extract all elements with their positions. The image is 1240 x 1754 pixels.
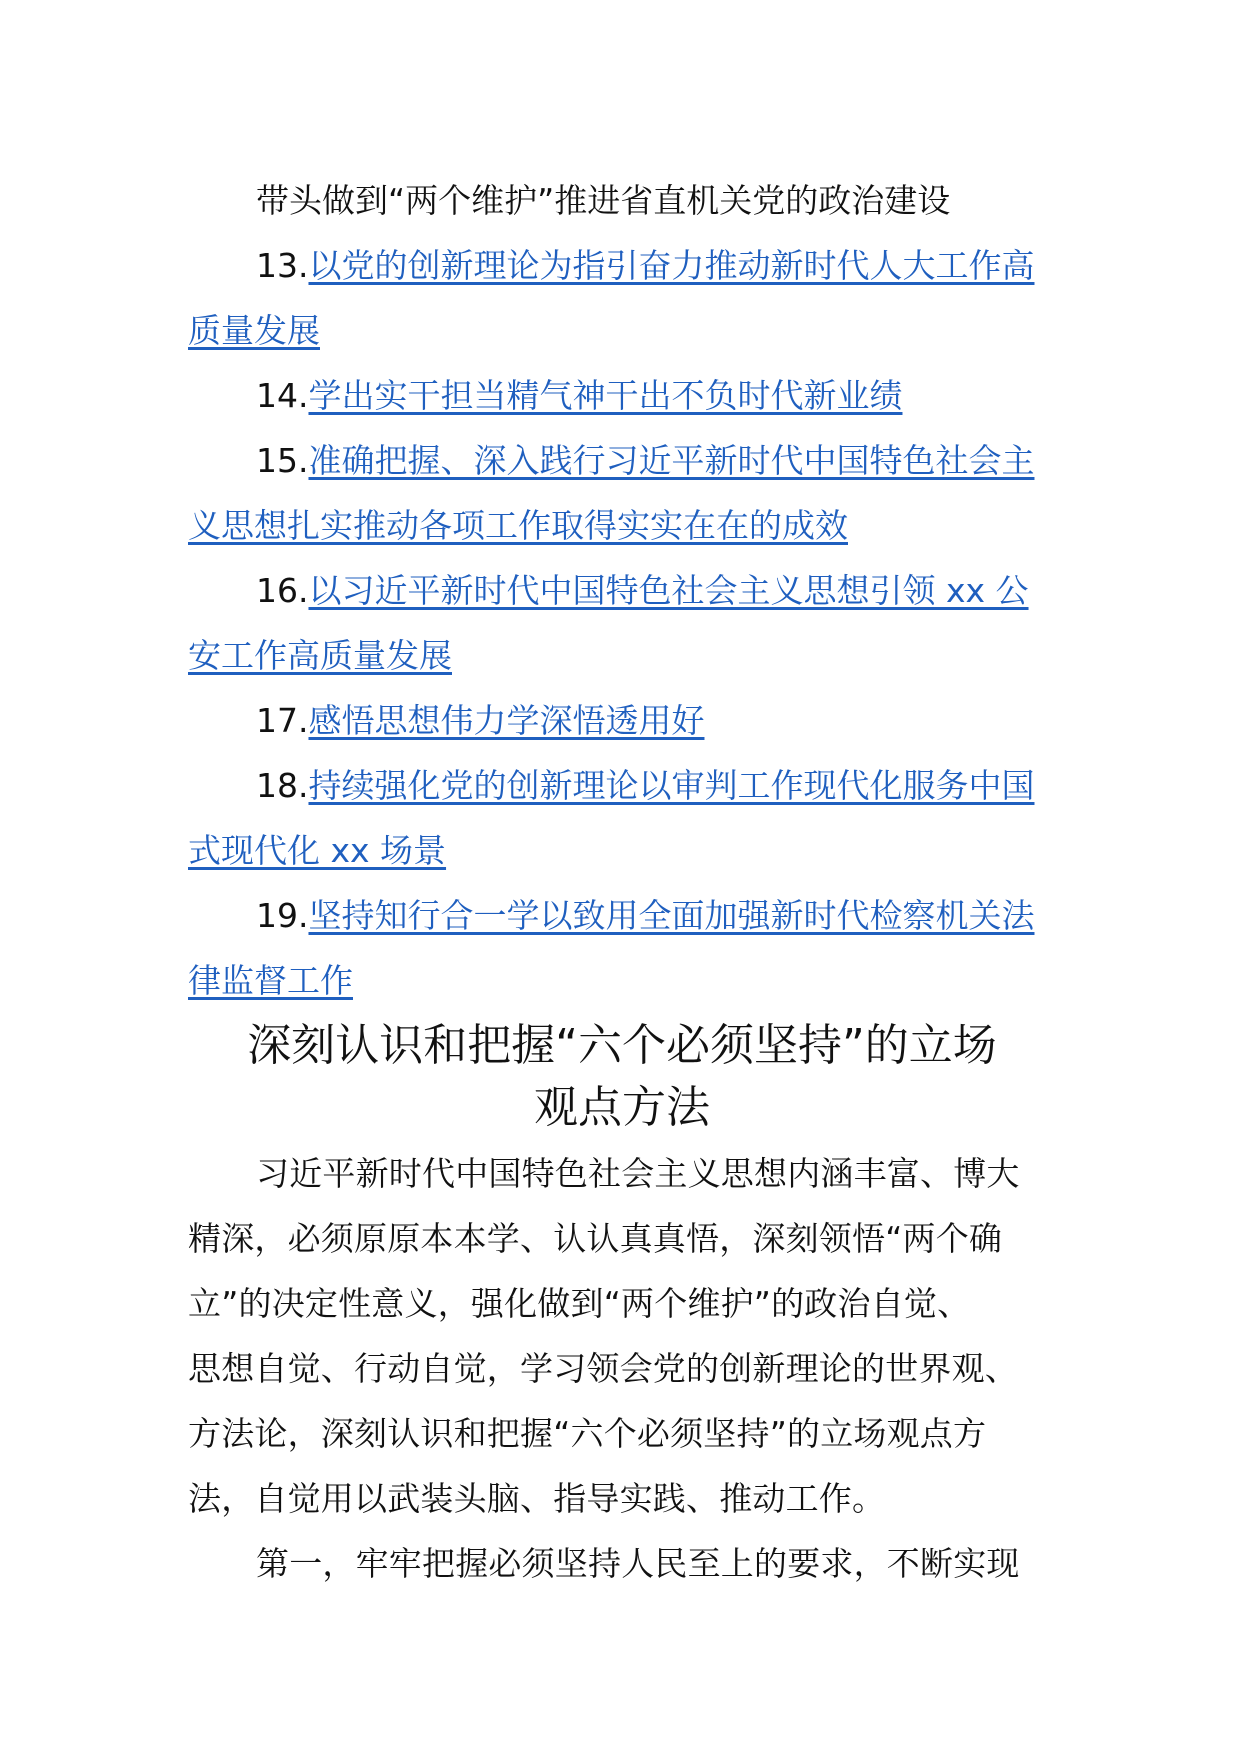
toc-item-number: 13. xyxy=(256,246,309,285)
paragraph-line: 习近平新时代中国特色社会主义思想内涵丰富、博大 xyxy=(256,1154,1020,1193)
paragraph-2 xyxy=(188,1531,1056,1596)
document-page xyxy=(188,168,1056,1596)
toc-link[interactable]: 感悟思想伟力学深悟透用好 xyxy=(308,701,705,740)
toc-link-continued[interactable]: 义思想扎实推动各项工作取得实实在在的成效 xyxy=(188,506,848,545)
toc-link[interactable]: 准确把握、深入践行习近平新时代中国特色社会主 xyxy=(308,441,1035,480)
toc-item-13[interactable] xyxy=(188,233,1056,363)
article-body xyxy=(188,1141,1056,1596)
toc-link-continued[interactable]: 质量发展 xyxy=(188,311,320,350)
toc-item-number: 19. xyxy=(256,896,309,935)
toc-item-number: 16. xyxy=(256,571,309,610)
toc-link-continued[interactable]: 式现代化 xx 场景 xyxy=(188,831,447,870)
toc-item-15[interactable] xyxy=(188,428,1056,558)
toc-item-17[interactable] xyxy=(188,688,1056,753)
toc-intro-line: 带头做到“两个维护”推进省直机关党的政治建设 xyxy=(256,181,951,220)
paragraph-line: 立”的决定性意义，强化做到“两个维护”的政治自觉、 xyxy=(188,1284,971,1323)
toc-item-18[interactable] xyxy=(188,753,1056,883)
toc-link[interactable]: 以习近平新时代中国特色社会主义思想引领 xx 公 xyxy=(308,571,1029,610)
toc-link-continued[interactable]: 安工作高质量发展 xyxy=(188,636,452,675)
toc-link[interactable]: 学出实干担当精气神干出不负时代新业绩 xyxy=(308,376,903,415)
toc-item-number: 17. xyxy=(256,701,309,740)
paragraph-line: 思想自觉、行动自觉，学习领会党的创新理论的世界观、 xyxy=(188,1349,1018,1388)
toc-item-number: 15. xyxy=(256,441,309,480)
toc-item-number: 14. xyxy=(256,376,309,415)
paragraph-1 xyxy=(188,1141,1056,1531)
table-of-contents xyxy=(188,168,1056,1013)
paragraph-line: 精深，必须原原本本学、认认真真悟，深刻领悟“两个确 xyxy=(188,1219,1003,1258)
article-title-line-1: 深刻认识和把握“六个必须坚持”的立场 xyxy=(247,1020,997,1071)
article-title-line-2: 观点方法 xyxy=(534,1082,710,1133)
paragraph-line: 法，自觉用以武装头脑、指导实践、推动工作。 xyxy=(188,1479,886,1518)
toc-link-continued[interactable]: 律监督工作 xyxy=(188,961,353,1000)
article-title xyxy=(188,1015,1056,1139)
toc-item-16[interactable] xyxy=(188,558,1056,688)
paragraph-line: 方法论，深刻认识和把握“六个必须坚持”的立场观点方 xyxy=(188,1414,987,1453)
toc-item-number: 18. xyxy=(256,766,309,805)
toc-link[interactable]: 坚持知行合一学以致用全面加强新时代检察机关法 xyxy=(308,896,1035,935)
toc-link[interactable]: 持续强化党的创新理论以审判工作现代化服务中国 xyxy=(308,766,1035,805)
paragraph-line: 第一，牢牢把握必须坚持人民至上的要求，不断实现 xyxy=(256,1544,1020,1583)
toc-item-14[interactable] xyxy=(188,363,1056,428)
toc-link[interactable]: 以党的创新理论为指引奋力推动新时代人大工作高 xyxy=(308,246,1035,285)
toc-item-19[interactable] xyxy=(188,883,1056,1013)
